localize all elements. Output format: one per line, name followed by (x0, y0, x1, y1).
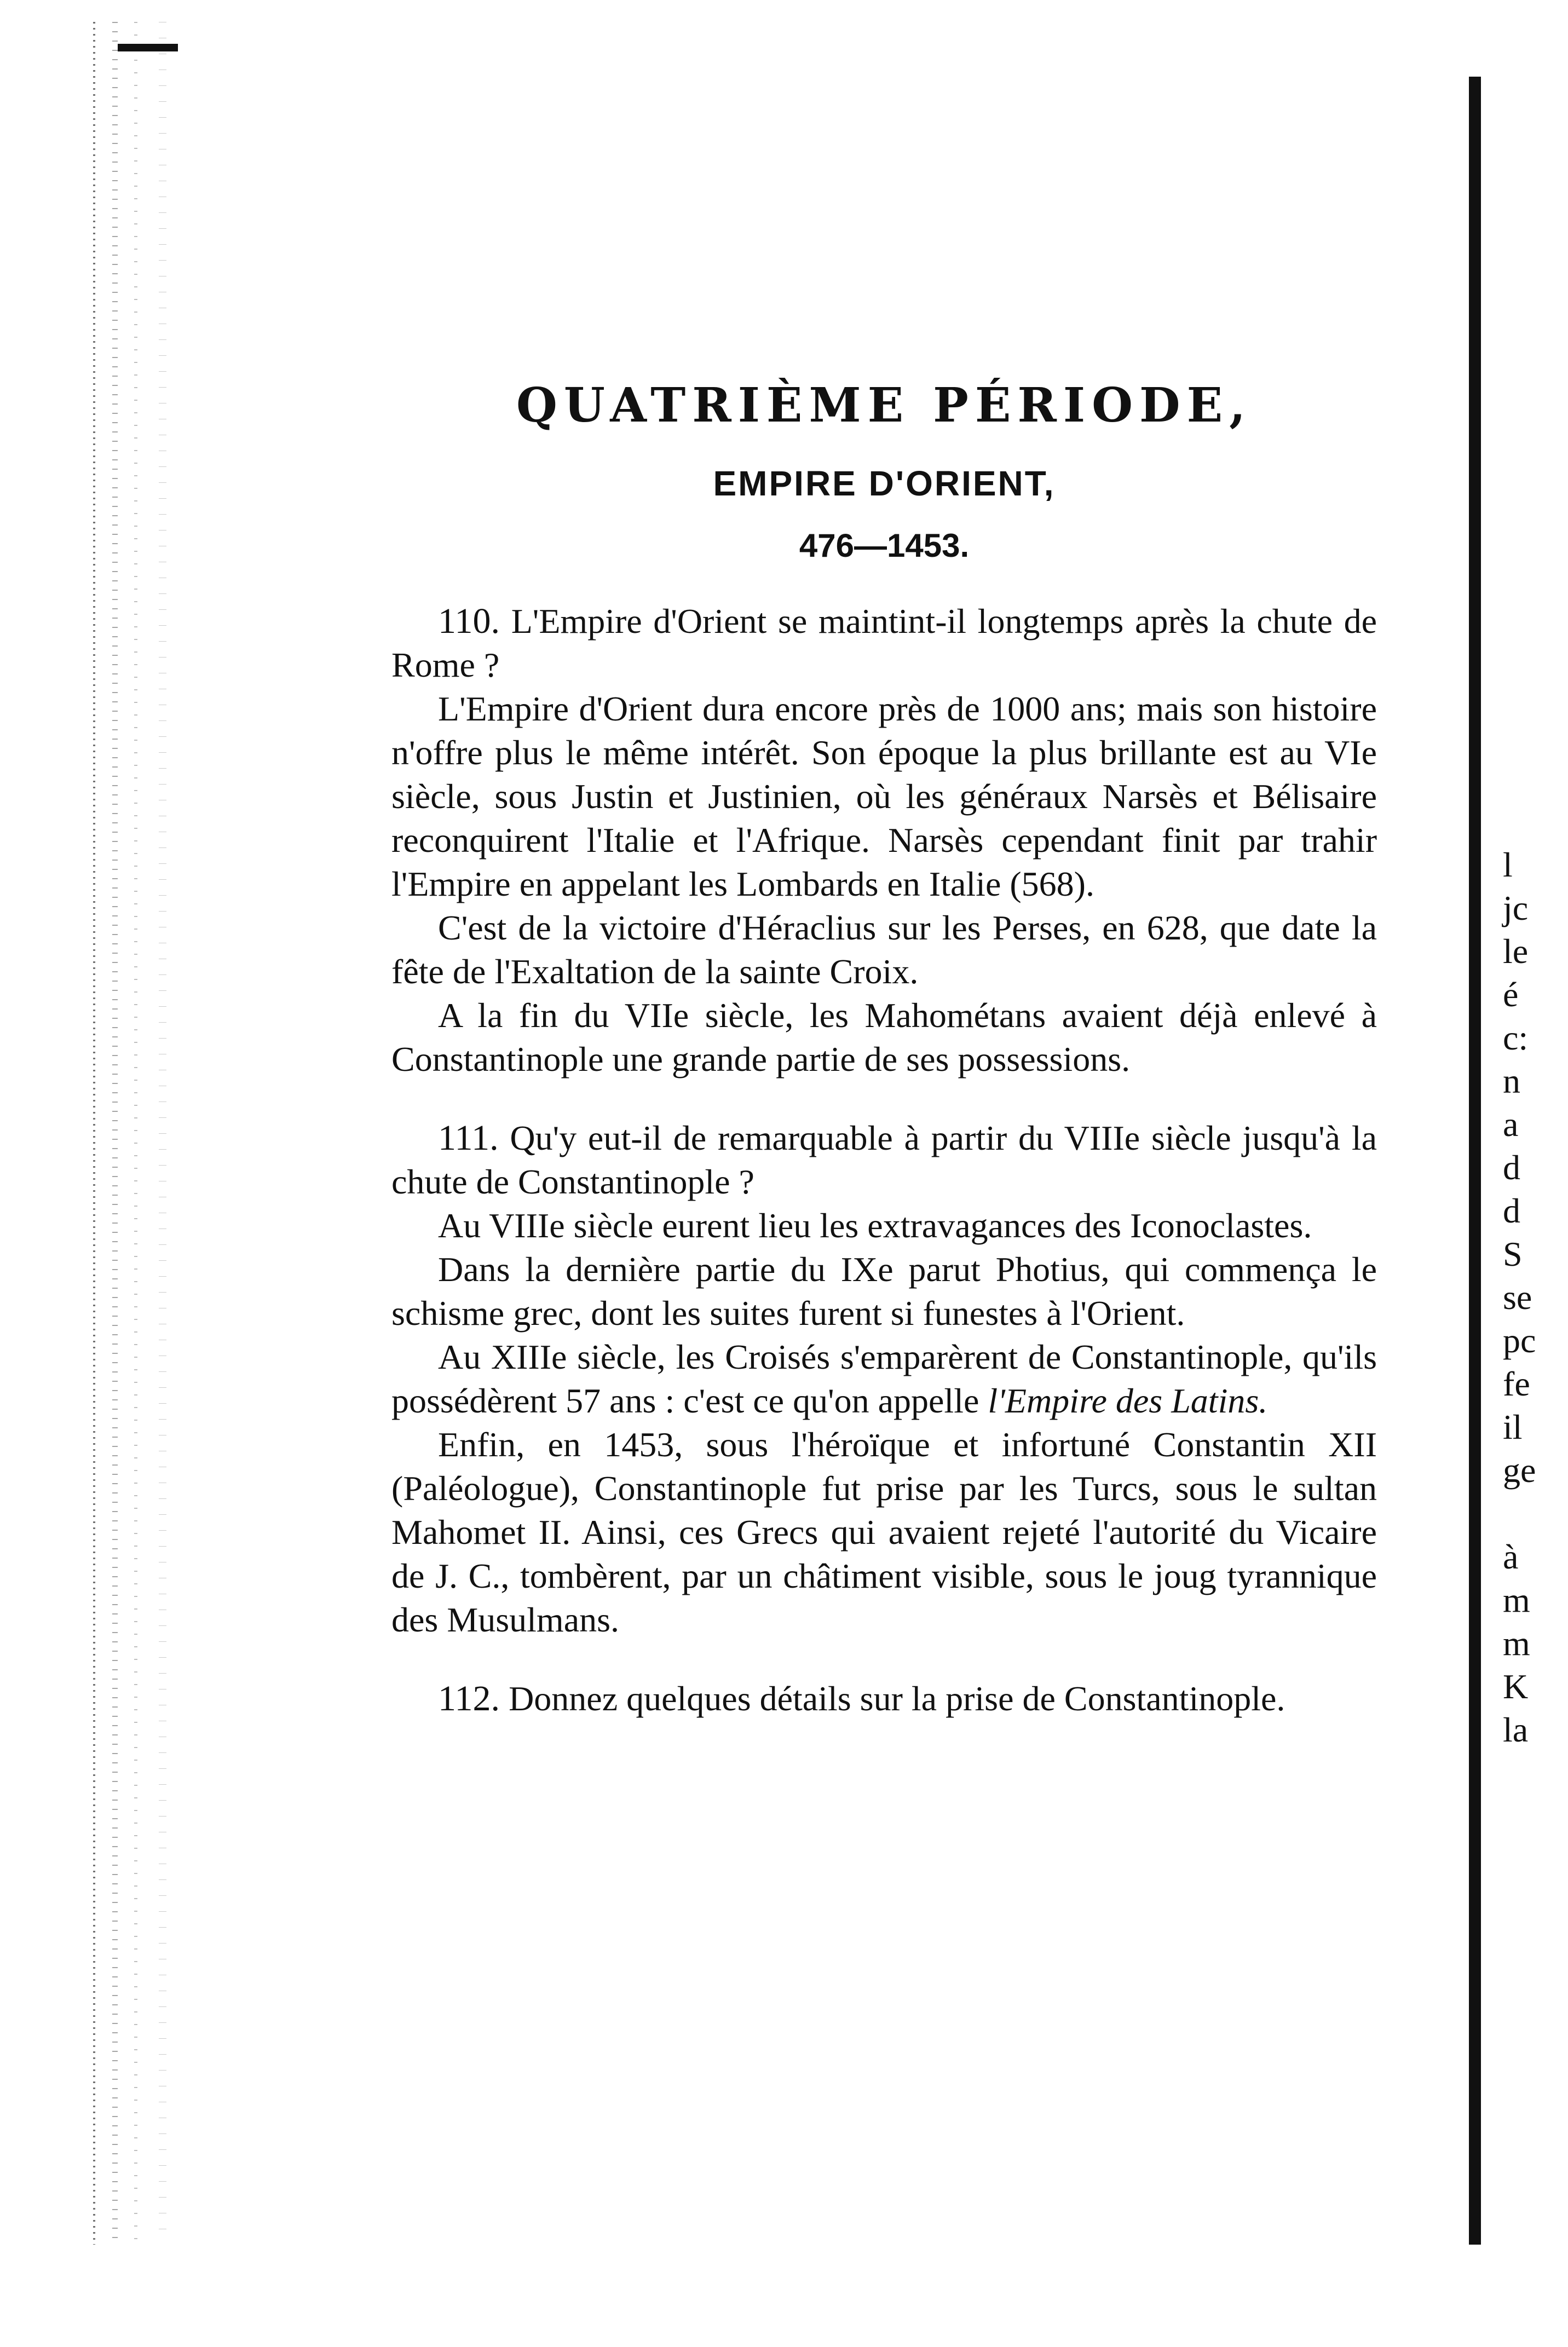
question-text: Donnez quelques détails sur la prise de Constantinople. (509, 1679, 1285, 1718)
answer-paragraph: Dans la dernière partie du IXe parut Photius, qui commença le schisme grec, dont les suites furent si funestes à l'Orient. (391, 1250, 1377, 1333)
next-page-line: m (1503, 1581, 1530, 1619)
answer-paragraph (391, 1335, 1377, 1423)
next-page-line: S (1503, 1235, 1523, 1273)
italic-term: l'Empire des Latins. (988, 1381, 1268, 1420)
next-page-line: c: (1503, 1018, 1529, 1057)
answer-paragraph: L'Empire d'Orient dura encore près de 1000 ans; mais son histoire n'offre plus le même intérêt. Son époque la plus brillante est au VIe siècle, sous Justin et Justinien, où les généraux Narsès et Bélisaire reconquirent l'Italie et l'Afrique. Narsès cependant finit par trahir l'Empire en appelant les Lombards en Italie (568). (391, 689, 1377, 903)
next-page-line: é (1503, 975, 1519, 1014)
next-page-line: la (1503, 1710, 1529, 1749)
next-page-line: K (1503, 1667, 1529, 1706)
binding-mark (118, 44, 178, 51)
section-subtitle: EMPIRE D'ORIENT, (713, 464, 1056, 503)
next-page-line: à (1503, 1537, 1519, 1576)
question-112 (391, 1677, 1377, 1721)
answer-paragraph: Au VIIIe siècle eurent lieu les extravagances des Iconoclastes. (438, 1206, 1312, 1245)
next-page-line: m (1503, 1624, 1530, 1663)
scanned-binding-edge (82, 22, 192, 2245)
next-page-line: jc (1503, 889, 1529, 927)
next-page-line: l (1503, 845, 1513, 884)
question-text: L'Empire d'Orient se maintint-il longtemps après la chute de Rome ? (391, 602, 1377, 684)
next-page-line: se (1503, 1278, 1532, 1317)
next-page-line: pc (1503, 1321, 1536, 1360)
next-page-line: d (1503, 1148, 1520, 1187)
next-page-line (1503, 1492, 1568, 1535)
next-page-line: fe (1503, 1364, 1530, 1403)
question-text: Qu'y eut-il de remarquable à partir du VIIIe siècle jusqu'à la chute de Constantinople ? (391, 1118, 1377, 1201)
answer-text: Au XIIIe siècle, les Croisés s'emparèrent de Constantinople, qu'ils possédèrent 57 ans : c'est ce qu'on appelle (391, 1337, 1377, 1420)
answer-paragraph: A la fin du VIIe siècle, les Mahométans avaient déjà enlevé à Constantinople une grande partie de ses possessions. (391, 996, 1377, 1079)
next-page-fragment (1503, 843, 1568, 1749)
next-page-line: ge (1503, 1451, 1536, 1490)
period-title: QUATRIÈME PÉRIODE, (516, 378, 1253, 433)
next-page-line: il (1503, 1408, 1523, 1446)
question-number: 111. (438, 1118, 499, 1158)
answer-paragraph: Enfin, en 1453, sous l'héroïque et infortuné Constantin XII (Paléologue), Constantinople fut prise par les Turcs, sous le sultan Mahomet II. Ainsi, ces Grecs qui avaient rejeté l'autorité du Vicaire de J. C., tombèrent, par un châtiment visible, sous le joug tyrannique des Musulmans. (391, 1425, 1377, 1639)
next-page-line: d (1503, 1191, 1520, 1230)
page-gutter-line (1469, 77, 1481, 2245)
page-content (391, 378, 1377, 1721)
question-111 (391, 1116, 1377, 1204)
next-page-line: le (1503, 932, 1529, 971)
question-number: 112. (438, 1679, 500, 1719)
question-number: 110. (438, 601, 500, 641)
next-page-line: n (1503, 1062, 1520, 1100)
date-range: 476—1453. (799, 527, 970, 564)
answer-paragraph: C'est de la victoire d'Héraclius sur les Perses, en 628, que date la fête de l'Exaltation de la sainte Croix. (391, 908, 1377, 991)
question-110 (391, 599, 1377, 687)
next-page-line: a (1503, 1105, 1519, 1144)
